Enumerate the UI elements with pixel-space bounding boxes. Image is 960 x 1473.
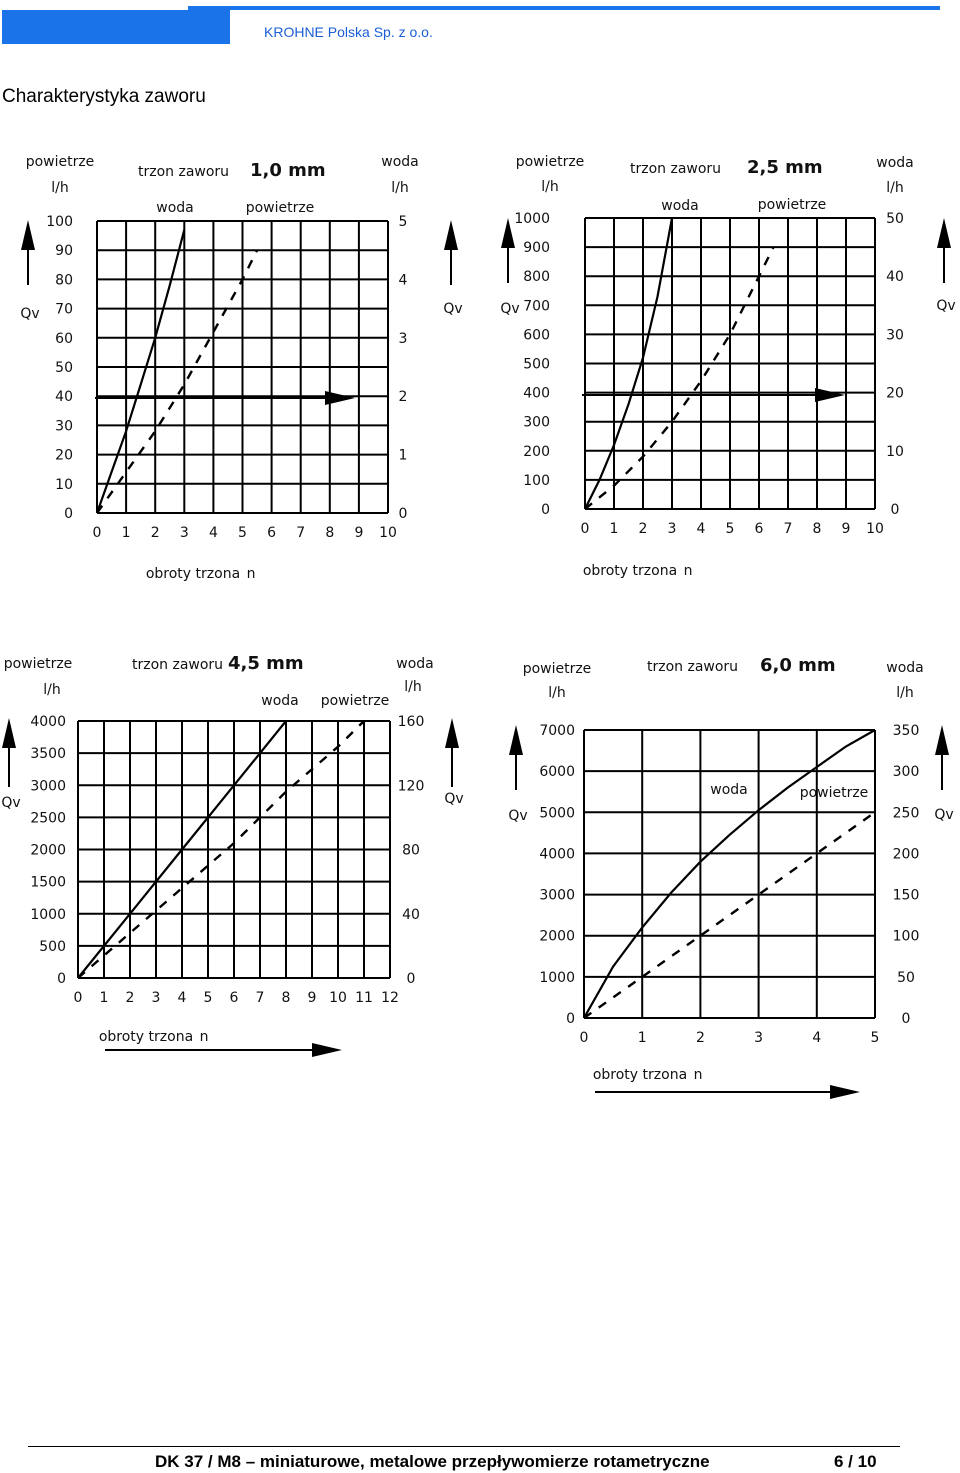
x-axis-var: n [693,1067,703,1083]
left-axis-unit: l/h [43,682,61,698]
left-tick-label: 0 [566,1011,575,1027]
x-tick-label: 4 [696,521,706,537]
x-tick-label: 9 [841,521,851,537]
left-tick-label: 500 [39,938,66,955]
left-qv-label: Qv [500,301,520,317]
x-tick-label: 5 [203,990,213,1006]
left-tick-label: 1000 [514,211,550,227]
left-tick-label: 90 [55,243,73,260]
series-powietrze-label: powietrze [757,197,827,213]
series-woda-label: woda [261,693,299,709]
stem-label: trzon zaworu [630,161,722,177]
right-tick-label: 80 [402,842,420,859]
series-woda-label: woda [710,782,748,798]
left-tick-label: 700 [523,298,550,315]
left-qv-arrow-head [501,218,515,248]
right-axis-title: woda [876,155,914,171]
x-tick-label: 3 [179,525,189,541]
left-tick-label: 100 [46,214,73,230]
right-tick-label: 40 [402,906,420,923]
right-qv-arrow-head [444,220,458,250]
x-tick-label: 1 [99,990,109,1006]
chart-stem-2-5 [485,140,960,610]
right-tick-label: 100 [892,928,920,945]
left-axis-title: powietrze [25,154,95,170]
page-title: Charakterystyka zaworu [2,86,206,107]
right-axis-unit: l/h [391,180,409,196]
left-axis-unit: l/h [548,685,566,701]
chart-stem-4-5 [0,645,475,1065]
left-tick-label: 600 [523,327,550,344]
x-tick-label: 1 [637,1030,647,1046]
right-axis-title: woda [396,656,434,672]
left-tick-label: 800 [523,269,550,286]
right-tick-label: 2 [398,389,408,406]
left-tick-label: 900 [523,240,550,257]
left-tick-label: 5000 [539,805,575,822]
left-axis-title: powietrze [522,661,592,677]
x-tick-label: 10 [379,525,397,541]
right-tick-label: 350 [892,723,920,739]
right-qv-arrow-head [937,218,951,248]
right-qv-label: Qv [444,791,464,807]
header-rule [188,6,940,10]
left-tick-label: 1000 [539,969,575,986]
left-tick-label: 2000 [539,928,575,945]
x-tick-label: 10 [329,990,347,1006]
x-tick-label: 7 [783,521,793,537]
x-tick-label: 6 [229,990,239,1006]
x-axis-title: obroty trzona [145,566,241,582]
x-tick-label: 0 [73,990,83,1006]
left-tick-label: 50 [55,360,73,376]
left-qv-label: Qv [1,795,21,811]
right-tick-label: 4 [398,272,408,289]
x-tick-label: 7 [255,990,265,1006]
x-axis-var: n [246,566,256,582]
x-axis-var: n [683,563,693,579]
series-powietrze-label: powietrze [245,200,315,216]
footer-title: DK 37 / M8 – miniaturowe, metalowe przepływomierze rotametryczne [155,1452,710,1471]
x-tick-label: 7 [296,525,306,541]
left-tick-label: 30 [55,418,73,435]
right-qv-arrow-head [445,718,459,748]
left-tick-label: 4000 [30,714,66,730]
left-tick-label: 3000 [539,887,575,904]
right-tick-label: 160 [397,714,425,730]
right-tick-label: 10 [886,443,904,460]
right-tick-label: 250 [892,805,920,822]
stem-label: trzon zaworu [647,659,739,675]
footer-rule [28,1446,900,1447]
x-tick-label: 1 [121,525,131,541]
left-tick-label: 7000 [539,723,575,739]
right-tick-label: 150 [892,887,920,904]
x-tick-label: 8 [812,521,822,537]
right-qv-label: Qv [936,298,956,314]
x-tick-label: 4 [812,1030,822,1046]
right-tick-label: 1 [398,447,408,464]
series-woda-line [97,230,184,513]
left-axis-unit: l/h [541,179,559,195]
right-tick-label: 0 [901,1011,911,1027]
x-arrow-head [325,391,355,405]
left-tick-label: 1000 [30,906,66,923]
x-tick-label: 6 [754,521,764,537]
right-tick-label: 120 [397,778,425,795]
left-tick-label: 10 [55,476,73,493]
right-tick-label: 200 [892,846,920,863]
x-axis-title: obroty trzona [582,563,678,579]
chart-stem-1-0 [0,140,470,610]
right-axis-title: woda [886,660,924,676]
left-tick-label: 20 [55,447,73,464]
x-tick-label: 3 [151,990,161,1006]
left-qv-arrow-head [2,718,16,748]
series-powietrze-line [584,812,875,1018]
x-tick-label: 5 [725,521,735,537]
left-tick-label: 40 [55,389,73,406]
series-powietrze-label: powietrze [320,693,390,709]
left-tick-label: 3000 [30,778,66,795]
right-tick-label: 50 [886,211,904,227]
left-tick-label: 500 [523,356,550,373]
left-qv-arrow-head [509,725,523,755]
stem-value: 4,5 mm [228,653,304,674]
series-powietrze-label: powietrze [799,785,869,801]
x-arrow-head [312,1043,342,1057]
x-axis-title: obroty trzona [98,1029,194,1045]
left-tick-label: 400 [523,385,550,402]
left-axis-unit: l/h [51,180,69,196]
left-tick-label: 3500 [30,746,66,763]
x-axis-var: n [199,1029,209,1045]
left-qv-arrow-head [21,220,35,250]
left-tick-label: 0 [57,971,66,987]
x-tick-label: 4 [208,525,218,541]
x-tick-label: 4 [177,990,187,1006]
left-qv-label: Qv [508,808,528,824]
left-qv-label: Qv [20,306,40,322]
series-powietrze-line [97,250,257,513]
right-qv-label: Qv [443,301,463,317]
right-tick-label: 300 [892,764,920,781]
left-tick-label: 6000 [539,764,575,781]
left-tick-label: 300 [523,414,550,431]
page-number: 6 / 10 [834,1452,877,1471]
stem-value: 2,5 mm [747,157,823,178]
right-tick-label: 50 [897,969,915,986]
header-bar [2,10,230,44]
x-tick-label: 11 [355,990,373,1006]
right-qv-arrow-head [935,725,949,755]
stem-label: trzon zaworu [138,164,230,180]
right-axis-unit: l/h [886,180,904,196]
right-tick-label: 3 [398,330,408,347]
right-tick-label: 0 [406,971,416,987]
left-tick-label: 0 [541,502,550,518]
left-axis-title: powietrze [515,154,585,170]
x-tick-label: 8 [281,990,291,1006]
x-arrow-head [815,388,845,402]
stem-label: trzon zaworu [132,657,224,673]
stem-value: 1,0 mm [250,160,326,181]
left-axis-title: powietrze [3,656,73,672]
right-tick-label: 0 [890,502,900,518]
x-tick-label: 5 [870,1030,880,1046]
right-tick-label: 0 [398,506,408,522]
x-axis-title: obroty trzona [592,1067,688,1083]
left-tick-label: 2500 [30,810,66,827]
x-tick-label: 3 [667,521,677,537]
x-tick-label: 9 [354,525,364,541]
left-tick-label: 0 [64,506,73,522]
left-tick-label: 60 [55,330,73,347]
x-tick-label: 2 [695,1030,705,1046]
right-tick-label: 5 [398,214,408,230]
right-tick-label: 30 [886,327,904,344]
x-arrow-head [830,1085,860,1099]
left-tick-label: 100 [523,472,550,489]
company-name: KROHNE Polska Sp. z o.o. [264,24,433,40]
right-tick-label: 40 [886,269,904,286]
right-qv-label: Qv [934,807,954,823]
series-woda-label: woda [156,200,194,216]
x-tick-label: 1 [609,521,619,537]
x-tick-label: 8 [325,525,335,541]
right-axis-unit: l/h [896,685,914,701]
left-tick-label: 1500 [30,874,66,891]
left-tick-label: 4000 [539,846,575,863]
x-tick-label: 5 [238,525,247,541]
x-tick-label: 12 [381,990,399,1006]
right-axis-unit: l/h [404,679,422,695]
x-tick-label: 2 [125,990,135,1006]
left-tick-label: 80 [55,272,73,289]
chart-stem-6-0 [495,645,960,1110]
series-woda-line [584,730,875,1018]
left-tick-label: 70 [55,301,73,318]
x-tick-label: 2 [638,521,648,537]
x-tick-label: 0 [579,1030,589,1046]
right-axis-title: woda [381,154,419,170]
series-woda-label: woda [661,198,699,214]
x-tick-label: 10 [866,521,884,537]
x-tick-label: 2 [150,525,160,541]
x-tick-label: 6 [267,525,277,541]
x-tick-label: 9 [307,990,317,1006]
stem-value: 6,0 mm [760,655,836,676]
x-tick-label: 0 [580,521,590,537]
x-tick-label: 3 [754,1030,764,1046]
left-tick-label: 2000 [30,842,66,859]
right-tick-label: 20 [886,385,904,402]
left-tick-label: 200 [523,443,550,460]
x-tick-label: 0 [92,525,102,541]
